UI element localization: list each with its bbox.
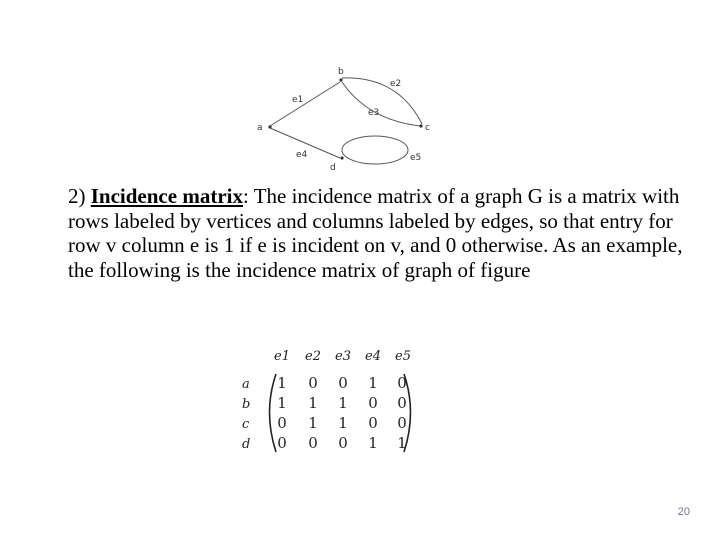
matrix-cell: 0	[277, 434, 287, 452]
matrix-column-headers	[274, 349, 411, 364]
vertex-label-c: c	[425, 123, 430, 133]
matrix-cell: 1	[338, 394, 348, 412]
edge-label-e5: e5	[410, 153, 422, 163]
matrix-cell: 1	[308, 414, 318, 432]
matrix-cell: 0	[397, 414, 407, 432]
edge-label-e1: e1	[292, 95, 304, 105]
matrix-cell: 1	[368, 434, 378, 452]
vertex-a	[268, 125, 271, 128]
row-label-a: a	[242, 377, 250, 392]
row-label-b: b	[242, 397, 251, 412]
matrix-cell: 1	[338, 414, 348, 432]
matrix-cell: 1	[368, 374, 378, 392]
matrix-cell: 1	[277, 394, 287, 412]
edge-label-e3: e3	[368, 108, 380, 118]
edge-e5	[342, 136, 408, 164]
matrix-row-labels	[242, 377, 250, 452]
edge-label-e4: e4	[296, 150, 308, 160]
vertex-label-b: b	[338, 67, 344, 77]
matrix-cell: 0	[368, 394, 378, 412]
definition-text: : The incidence matrix of a graph G is a matrix with rows labeled by vertices and columns labeled by edges, so that entry for row v column e is 1 if e is incident on v, and 0 otherwise. As an example, the following is the incidence matrix of graph of figure	[68, 184, 683, 282]
matrix-cell: 1	[397, 434, 407, 452]
vertex-d	[340, 156, 343, 159]
edge-e2	[342, 78, 422, 124]
definition-paragraph	[68, 184, 688, 282]
column-header-e2: e2	[305, 349, 321, 364]
matrix-cell: 1	[308, 394, 318, 412]
row-label-c: c	[242, 417, 250, 432]
graph-figure	[250, 62, 440, 174]
column-header-e5: e5	[395, 349, 411, 364]
matrix-cell: 0	[338, 374, 348, 392]
row-label-d: d	[242, 437, 251, 452]
matrix-cell: 1	[277, 374, 287, 392]
matrix-left-bracket	[270, 374, 277, 452]
matrix-cell: 0	[397, 374, 407, 392]
vertex-label-d: d	[330, 163, 336, 173]
vertex-label-a: a	[257, 123, 263, 133]
term-incidence-matrix: Incidence matrix	[90, 184, 243, 208]
matrix-cell: 0	[397, 394, 407, 412]
matrix-cell: 0	[277, 414, 287, 432]
vertex-b	[339, 78, 342, 81]
vertex-c	[419, 124, 422, 127]
matrix-cell: 0	[308, 374, 318, 392]
incidence-matrix-figure	[236, 342, 426, 464]
page-number: 20	[677, 506, 690, 518]
edge-label-e2: e2	[390, 79, 402, 89]
matrix-cell: 0	[368, 414, 378, 432]
column-header-e1: e1	[274, 349, 290, 364]
matrix-entries	[277, 374, 407, 452]
column-header-e3: e3	[335, 349, 351, 364]
item-number: 2)	[68, 184, 91, 208]
column-header-e4: e4	[365, 349, 381, 364]
edge-e1	[270, 82, 340, 126]
matrix-cell: 0	[338, 434, 348, 452]
matrix-cell: 0	[308, 434, 318, 452]
